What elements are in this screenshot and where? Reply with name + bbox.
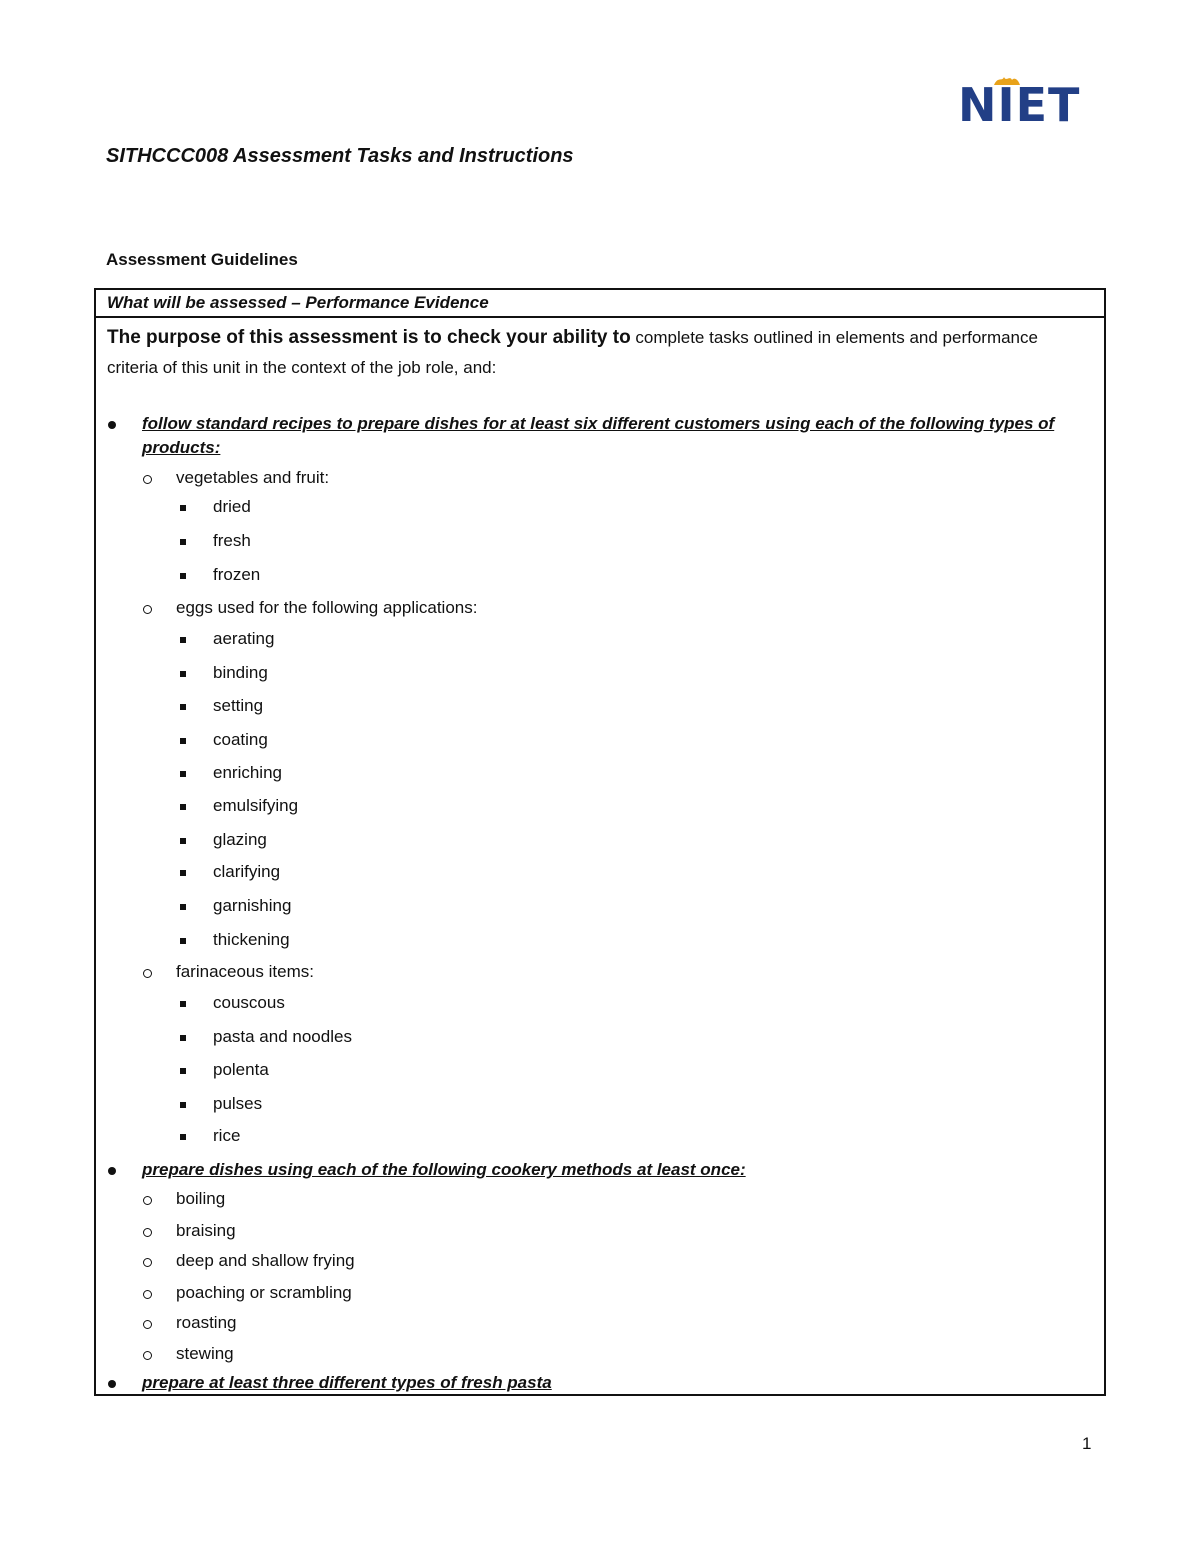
page-title: SITHCCC008 Assessment Tasks and Instructions — [106, 145, 574, 167]
square-bullet-icon — [180, 573, 186, 579]
circle-bullet-icon — [143, 969, 152, 978]
list-item: deep and shallow frying — [176, 1251, 355, 1270]
list-item: enriching — [213, 763, 282, 782]
square-bullet-icon — [180, 738, 186, 744]
list-item: poaching or scrambling — [176, 1283, 352, 1302]
performance-evidence-box — [94, 288, 1106, 1396]
intro-rest: complete tasks outlined in elements and performance criteria of this unit in the context of the job role, and: — [107, 328, 1038, 377]
list-item: clarifying — [213, 862, 281, 881]
list-item: boiling — [176, 1189, 226, 1208]
square-bullet-icon — [180, 1035, 186, 1041]
list-item: coating — [213, 730, 268, 749]
list-item: prepare at least three different types of fresh pasta — [142, 1373, 552, 1392]
list-item: emulsifying — [213, 796, 299, 815]
logo-text: NIET — [958, 78, 1081, 132]
list-item: stewing — [176, 1344, 234, 1363]
square-bullet-icon — [180, 838, 186, 844]
square-bullet-icon — [180, 671, 186, 677]
intro-bold: The purpose of this assessment is to check your ability to — [107, 327, 631, 348]
list-item: prepare dishes using each of the following cookery methods at least once: — [142, 1160, 746, 1179]
bullet-icon — [108, 421, 116, 429]
list-item: fresh — [213, 531, 251, 550]
list-item: roasting — [176, 1313, 237, 1332]
square-bullet-icon — [180, 938, 186, 944]
square-bullet-icon — [180, 704, 186, 710]
niet-logo — [958, 74, 1094, 130]
circle-bullet-icon — [143, 475, 152, 484]
intro-paragraph — [107, 323, 1087, 383]
square-bullet-icon — [180, 1102, 186, 1108]
list-item: couscous — [213, 993, 285, 1012]
list-item: glazing — [213, 830, 267, 849]
box-header-text: What will be assessed – Performance Evidence — [107, 293, 489, 312]
circle-bullet-icon — [143, 1228, 152, 1237]
list-item: braising — [176, 1221, 236, 1240]
list-item: binding — [213, 663, 268, 682]
list-item: products: — [142, 438, 221, 457]
square-bullet-icon — [180, 505, 186, 511]
list-item: pulses — [213, 1094, 263, 1113]
list-item: vegetables and fruit: — [176, 468, 330, 487]
bullet-icon — [108, 1380, 116, 1388]
list-item: aerating — [213, 629, 275, 648]
circle-bullet-icon — [143, 605, 152, 614]
circle-bullet-icon — [143, 1290, 152, 1299]
square-bullet-icon — [180, 904, 186, 910]
square-bullet-icon — [180, 804, 186, 810]
square-bullet-icon — [180, 637, 186, 643]
circle-bullet-icon — [143, 1320, 152, 1329]
list-item: follow standard recipes to prepare dishes for at least six different customers using each of the following types of — [142, 414, 1055, 433]
circle-bullet-icon — [143, 1351, 152, 1360]
square-bullet-icon — [180, 1134, 186, 1140]
list-item: polenta — [213, 1060, 269, 1079]
square-bullet-icon — [180, 771, 186, 777]
list-item: pasta and noodles — [213, 1027, 352, 1046]
list-item: thickening — [213, 930, 290, 949]
circle-bullet-icon — [143, 1258, 152, 1267]
list-item: rice — [213, 1126, 241, 1145]
section-heading: Assessment Guidelines — [106, 250, 298, 269]
page-number: 1 — [1082, 1434, 1092, 1453]
list-item: garnishing — [213, 896, 292, 915]
bullet-icon — [108, 1167, 116, 1175]
box-header — [96, 290, 1104, 318]
list-item: eggs used for the following applications: — [176, 598, 478, 617]
list-item: frozen — [213, 565, 261, 584]
list-item: dried — [213, 497, 251, 516]
square-bullet-icon — [180, 1001, 186, 1007]
square-bullet-icon — [180, 539, 186, 545]
list-item: setting — [213, 696, 264, 715]
circle-bullet-icon — [143, 1196, 152, 1205]
list-item: farinaceous items: — [176, 962, 314, 981]
square-bullet-icon — [180, 870, 186, 876]
square-bullet-icon — [180, 1068, 186, 1074]
